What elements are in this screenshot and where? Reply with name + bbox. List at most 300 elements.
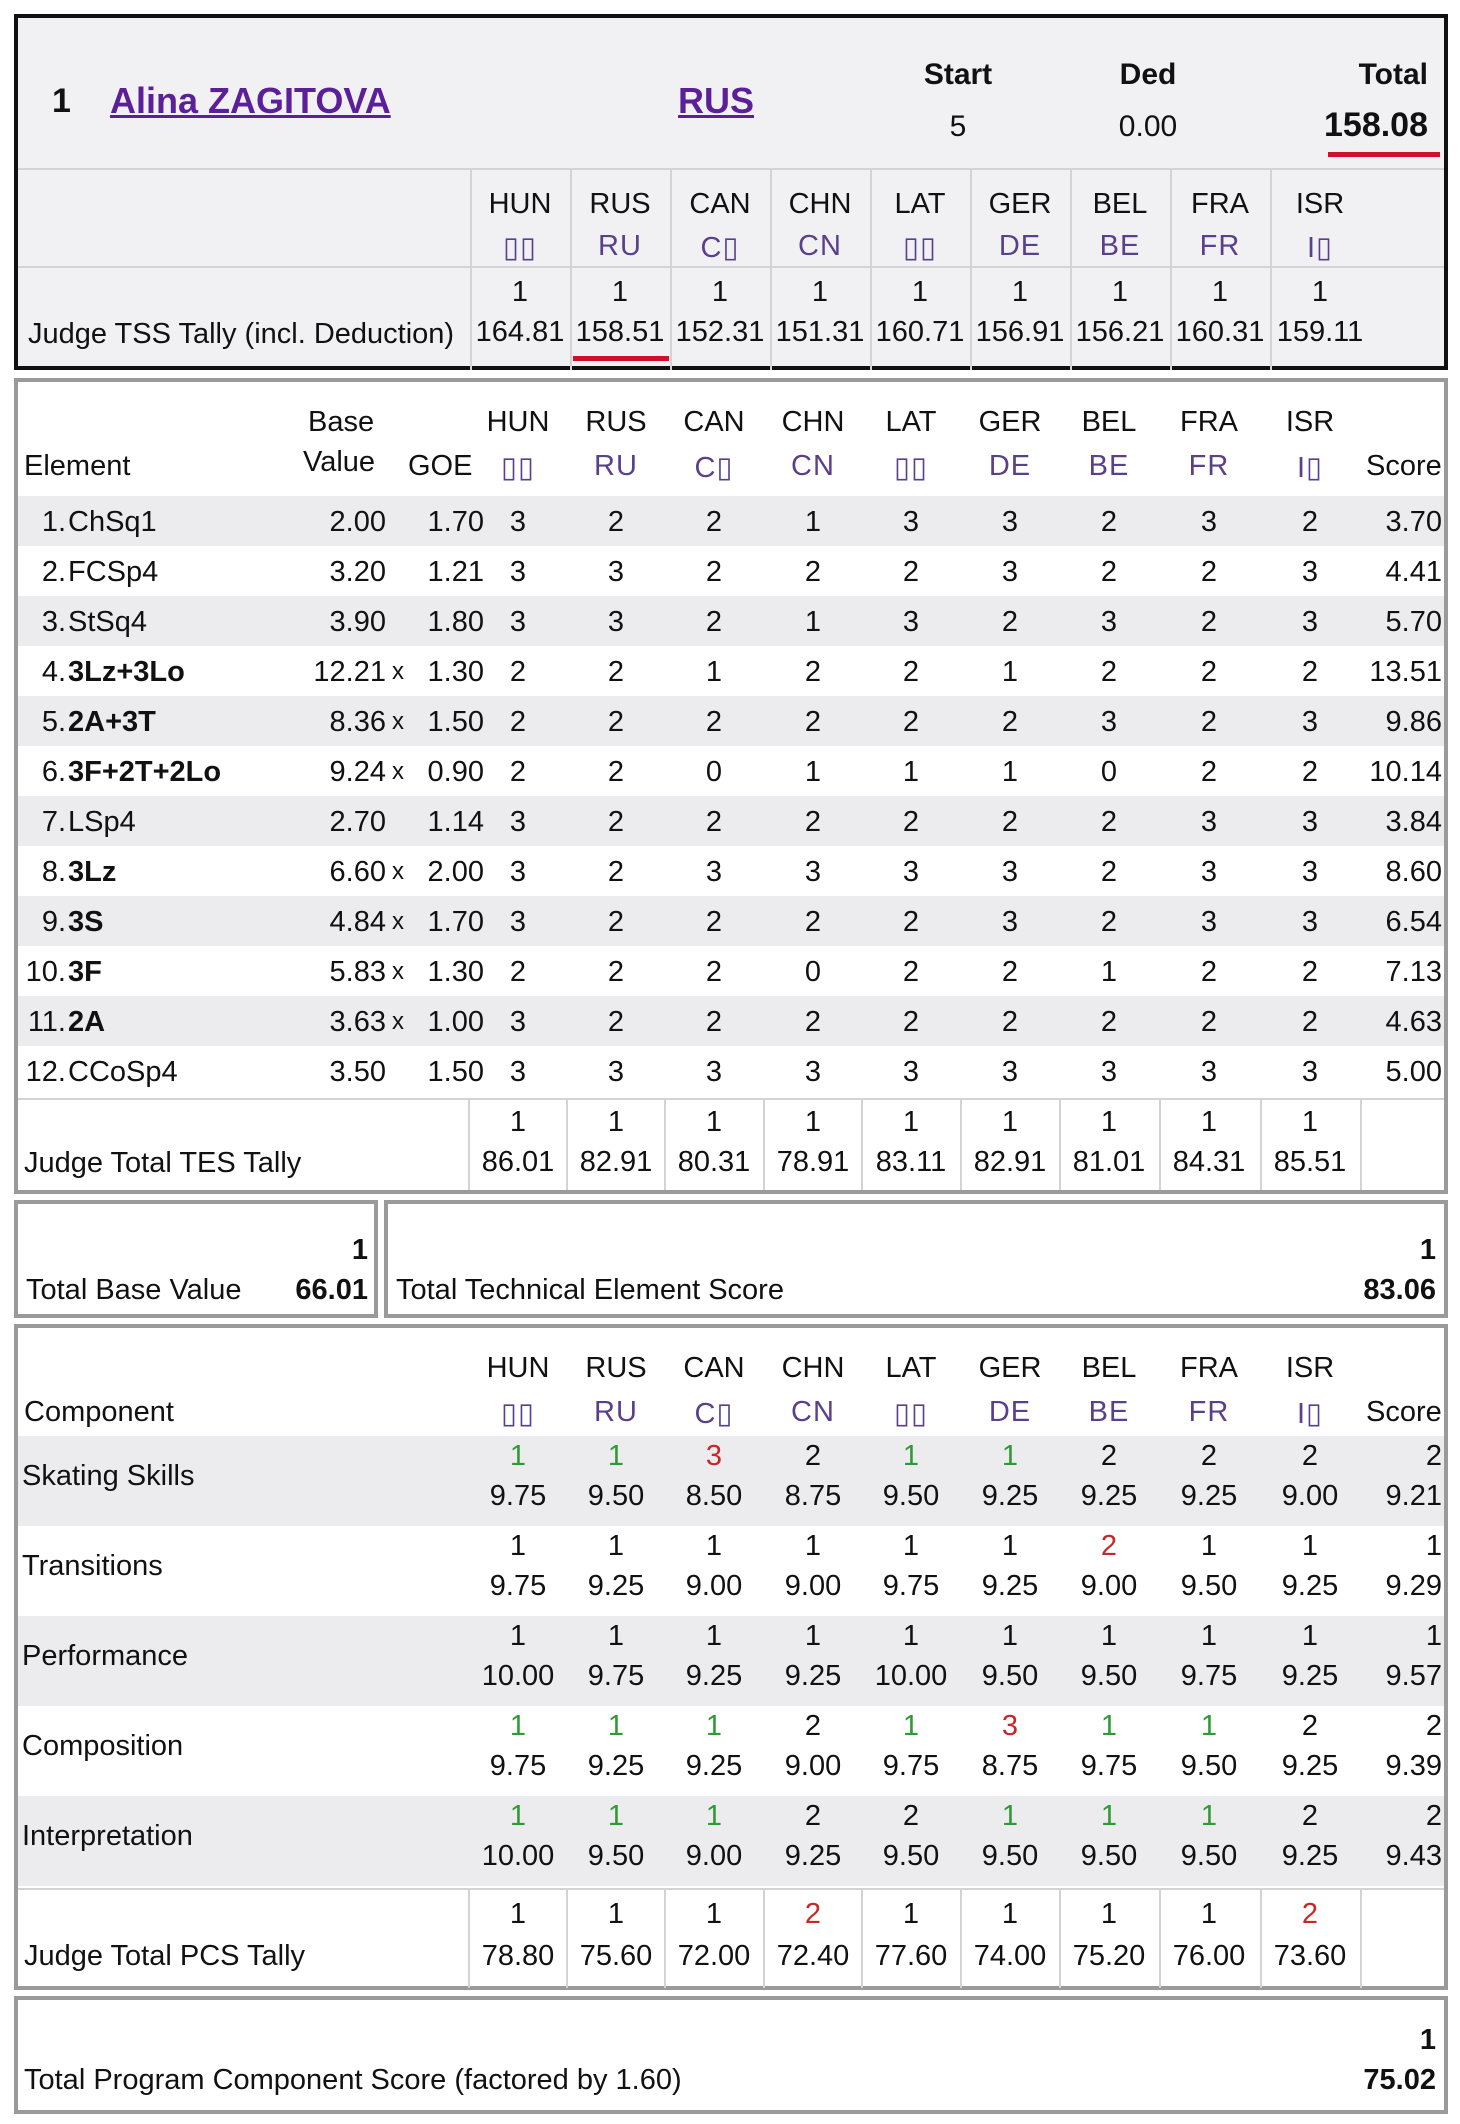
judge-goe-mark: 2 bbox=[1100, 1006, 1118, 1038]
tbv-label: Total Base Value bbox=[26, 1274, 242, 1306]
judge-goe-mark: 3 bbox=[1301, 706, 1319, 738]
judge-goe-mark: 3 bbox=[607, 556, 625, 588]
element-name: StSq4 bbox=[68, 606, 147, 638]
components-table bbox=[14, 1324, 1448, 1990]
judge-goe-mark: 2 bbox=[1301, 656, 1319, 688]
tes-value: 78.91 bbox=[776, 1146, 850, 1178]
judge-mark: 8.75 bbox=[784, 1480, 842, 1512]
element-number: 5. bbox=[41, 706, 66, 738]
element-score: 6.54 bbox=[1385, 906, 1442, 938]
judge-nation: HUN bbox=[486, 1352, 550, 1384]
judge-goe-mark: 3 bbox=[1001, 1056, 1019, 1088]
judge-nation: CHN bbox=[781, 1352, 845, 1384]
judge-nation: CAN bbox=[683, 406, 745, 438]
element-score: 13.51 bbox=[1369, 656, 1442, 688]
judge-rank: 3 bbox=[1001, 1710, 1019, 1742]
element-number: 7. bbox=[41, 806, 66, 838]
element-base-value: 12.21 bbox=[313, 656, 386, 688]
judge-nation: HUN bbox=[488, 188, 552, 220]
element-score: 3.84 bbox=[1385, 806, 1442, 838]
skater-name-link[interactable]: Alina ZAGITOVA bbox=[110, 80, 391, 121]
component-row bbox=[18, 1526, 1444, 1616]
judge-goe-mark: 3 bbox=[1301, 1056, 1319, 1088]
judge-goe-mark: 2 bbox=[902, 1006, 920, 1038]
judge-goe-mark: 2 bbox=[509, 956, 527, 988]
judge-mark: 9.00 bbox=[1281, 1480, 1339, 1512]
tss-underline bbox=[573, 356, 669, 361]
judge-rank: 1 bbox=[1001, 1800, 1019, 1832]
element-bonus-x: x bbox=[392, 908, 404, 935]
judge-nation: HUN bbox=[486, 406, 550, 438]
pcs-value: 72.00 bbox=[677, 1940, 751, 1972]
judge-mark: 9.25 bbox=[1080, 1480, 1138, 1512]
judge-mark: 8.75 bbox=[981, 1750, 1039, 1782]
total-label: Total bbox=[1358, 58, 1428, 91]
judge-goe-mark: 2 bbox=[1001, 706, 1019, 738]
tes-rank: 1 bbox=[1200, 1106, 1218, 1138]
judge-flag: I▯ bbox=[1296, 1398, 1323, 1430]
judge-goe-mark: 2 bbox=[705, 906, 723, 938]
judge-flag: CN bbox=[791, 1396, 835, 1428]
judge-nation: CHN bbox=[788, 188, 852, 220]
tes-rank: 1 bbox=[1001, 1106, 1019, 1138]
tbv-value: 66.01 bbox=[295, 1274, 368, 1306]
tss-value: 152.31 bbox=[675, 316, 765, 348]
judge-rank: 1 bbox=[705, 1800, 723, 1832]
judge-mark: 9.75 bbox=[587, 1660, 645, 1692]
component-row bbox=[18, 1616, 1444, 1706]
judge-mark: 9.50 bbox=[981, 1660, 1039, 1692]
element-goe: 2.00 bbox=[427, 856, 484, 888]
element-score: 10.14 bbox=[1369, 756, 1442, 788]
judge-mark: 9.00 bbox=[685, 1840, 743, 1872]
judge-nation: RUS bbox=[585, 406, 647, 438]
tss-rank: 1 bbox=[611, 276, 629, 308]
component-score: 9.29 bbox=[1385, 1570, 1442, 1602]
judge-mark: 9.50 bbox=[1080, 1840, 1138, 1872]
tss-rank: 1 bbox=[711, 276, 729, 308]
judge-goe-mark: 2 bbox=[1100, 856, 1118, 888]
pcs-rank: 1 bbox=[1419, 2024, 1436, 2056]
judge-rank: 1 bbox=[1001, 1530, 1019, 1562]
skater-header bbox=[14, 14, 1448, 370]
judge-rank: 2 bbox=[804, 1800, 822, 1832]
pcs-rank: 1 bbox=[1200, 1898, 1218, 1930]
judge-goe-mark: 2 bbox=[1001, 1006, 1019, 1038]
pcs-rank: 2 bbox=[1301, 1898, 1319, 1930]
judge-goe-mark: 2 bbox=[804, 656, 822, 688]
judge-rank: 1 bbox=[902, 1620, 920, 1652]
table-row bbox=[18, 1046, 1444, 1096]
element-goe: 1.21 bbox=[427, 556, 484, 588]
judge-rank: 1 bbox=[1200, 1530, 1218, 1562]
element-number: 9. bbox=[41, 906, 66, 938]
judge-mark: 9.00 bbox=[1080, 1570, 1138, 1602]
element-base-value: 6.60 bbox=[329, 856, 386, 888]
judge-mark: 9.75 bbox=[489, 1570, 547, 1602]
judge-goe-mark: 2 bbox=[509, 756, 527, 788]
judge-nation: LAT bbox=[894, 188, 946, 220]
judge-rank: 1 bbox=[509, 1440, 527, 1472]
judge-goe-mark: 2 bbox=[804, 906, 822, 938]
judge-mark: 10.00 bbox=[481, 1660, 555, 1692]
judge-rank: 1 bbox=[1200, 1800, 1218, 1832]
start-label: Start bbox=[923, 58, 993, 91]
tes-rank: 1 bbox=[1301, 1106, 1319, 1138]
element-name: 3Lz+3Lo bbox=[68, 656, 185, 688]
ded-value: 0.00 bbox=[1118, 110, 1178, 143]
tss-rank: 1 bbox=[1311, 276, 1329, 308]
element-score: 5.70 bbox=[1385, 606, 1442, 638]
judge-goe-mark: 3 bbox=[509, 806, 527, 838]
judge-goe-mark: 2 bbox=[607, 806, 625, 838]
judge-goe-mark: 3 bbox=[902, 506, 920, 538]
col-base-1: Base bbox=[308, 406, 375, 438]
judge-goe-mark: 2 bbox=[1001, 956, 1019, 988]
judge-rank: 1 bbox=[1200, 1710, 1218, 1742]
table-row bbox=[18, 496, 1444, 546]
judge-mark: 9.50 bbox=[1180, 1840, 1238, 1872]
tss-value: 164.81 bbox=[475, 316, 565, 348]
judge-rank: 1 bbox=[705, 1530, 723, 1562]
column-divider bbox=[1360, 1888, 1362, 1988]
judge-nation: ISR bbox=[1295, 188, 1345, 220]
component-row bbox=[18, 1436, 1444, 1526]
judge-goe-mark: 3 bbox=[509, 1006, 527, 1038]
element-name: 2A bbox=[68, 1006, 106, 1038]
judge-goe-mark: 1 bbox=[1100, 956, 1118, 988]
tss-value: 156.91 bbox=[975, 316, 1065, 348]
judge-goe-mark: 2 bbox=[509, 656, 527, 688]
tss-rank: 1 bbox=[511, 276, 529, 308]
tss-rank: 1 bbox=[1111, 276, 1129, 308]
pcs-value: 78.80 bbox=[481, 1940, 555, 1972]
ded-label: Ded bbox=[1119, 58, 1177, 91]
component-score-rank: 2 bbox=[1425, 1440, 1442, 1472]
judge-rank: 1 bbox=[1100, 1620, 1118, 1652]
element-bonus-x: x bbox=[392, 858, 404, 885]
judge-goe-mark: 3 bbox=[1100, 706, 1118, 738]
tss-value: 160.71 bbox=[875, 316, 965, 348]
judge-nation: GER bbox=[978, 1352, 1042, 1384]
judge-mark: 9.00 bbox=[685, 1570, 743, 1602]
col-element: Element bbox=[24, 450, 131, 482]
tes-label: Total Technical Element Score bbox=[396, 1274, 784, 1306]
element-goe: 1.70 bbox=[427, 506, 484, 538]
pcs-rank: 2 bbox=[804, 1898, 822, 1930]
judge-rank: 1 bbox=[902, 1440, 920, 1472]
judge-rank: 2 bbox=[1200, 1440, 1218, 1472]
element-base-value: 8.36 bbox=[329, 706, 386, 738]
judge-goe-mark: 1 bbox=[902, 756, 920, 788]
judge-mark: 9.50 bbox=[587, 1480, 645, 1512]
element-name: FCSp4 bbox=[68, 556, 159, 588]
judge-mark: 9.25 bbox=[1281, 1750, 1339, 1782]
judge-rank: 2 bbox=[1301, 1440, 1319, 1472]
judge-rank: 1 bbox=[705, 1710, 723, 1742]
tes-rank: 1 bbox=[1419, 1234, 1436, 1266]
judge-rank: 1 bbox=[607, 1620, 625, 1652]
component-score: 9.21 bbox=[1385, 1480, 1442, 1512]
judge-rank: 2 bbox=[804, 1440, 822, 1472]
judge-flag: FR bbox=[1199, 230, 1241, 262]
component-score: 9.57 bbox=[1385, 1660, 1442, 1692]
judge-flag: DE bbox=[988, 450, 1032, 482]
judge-flag: CN bbox=[791, 450, 835, 482]
judge-goe-mark: 2 bbox=[705, 1006, 723, 1038]
divider bbox=[18, 1888, 1444, 1890]
tes-rank: 1 bbox=[902, 1106, 920, 1138]
element-number: 1. bbox=[41, 506, 66, 538]
tss-value: 160.31 bbox=[1175, 316, 1265, 348]
tss-value: 159.11 bbox=[1276, 316, 1364, 348]
judge-mark: 9.25 bbox=[587, 1570, 645, 1602]
tes-value: 82.91 bbox=[973, 1146, 1047, 1178]
judge-goe-mark: 0 bbox=[804, 956, 822, 988]
tes-value: 83.11 bbox=[875, 1146, 947, 1178]
judge-flag: C▯ bbox=[694, 1398, 734, 1430]
judge-flag: ▯▯ bbox=[501, 452, 535, 484]
judge-rank: 1 bbox=[804, 1620, 822, 1652]
judge-flag: I▯ bbox=[1296, 452, 1323, 484]
judge-goe-mark: 3 bbox=[509, 856, 527, 888]
judge-flag: FR bbox=[1188, 1396, 1230, 1428]
judge-rank: 1 bbox=[1301, 1530, 1319, 1562]
judge-mark: 9.00 bbox=[784, 1570, 842, 1602]
judge-goe-mark: 3 bbox=[1301, 806, 1319, 838]
total-pcs-box bbox=[14, 1996, 1448, 2114]
judge-goe-mark: 2 bbox=[804, 806, 822, 838]
judge-rank: 1 bbox=[705, 1620, 723, 1652]
judge-goe-mark: 2 bbox=[607, 1006, 625, 1038]
element-goe: 1.50 bbox=[427, 706, 484, 738]
element-goe: 1.14 bbox=[427, 806, 484, 838]
element-goe: 1.30 bbox=[427, 956, 484, 988]
element-base-value: 2.70 bbox=[329, 806, 386, 838]
judge-nation: CAN bbox=[683, 1352, 745, 1384]
judge-nation: FRA bbox=[1180, 406, 1238, 438]
element-score: 5.00 bbox=[1385, 1056, 1442, 1088]
judge-goe-mark: 2 bbox=[804, 1006, 822, 1038]
total-underline bbox=[1328, 152, 1440, 157]
judge-rank: 1 bbox=[607, 1800, 625, 1832]
component-name: Interpretation bbox=[22, 1820, 193, 1852]
elements-table bbox=[14, 378, 1448, 1194]
component-name: Composition bbox=[22, 1730, 184, 1762]
judge-goe-mark: 3 bbox=[1200, 1056, 1218, 1088]
element-name: 3Lz bbox=[68, 856, 117, 888]
judge-goe-mark: 2 bbox=[804, 706, 822, 738]
element-number: 8. bbox=[41, 856, 66, 888]
element-goe: 1.50 bbox=[427, 1056, 484, 1088]
judge-mark: 9.75 bbox=[489, 1750, 547, 1782]
judge-goe-mark: 3 bbox=[1001, 556, 1019, 588]
judge-goe-mark: 3 bbox=[705, 1056, 723, 1088]
table-row bbox=[18, 996, 1444, 1046]
element-score: 9.86 bbox=[1385, 706, 1442, 738]
judge-goe-mark: 2 bbox=[1301, 1006, 1319, 1038]
judge-rank: 1 bbox=[902, 1530, 920, 1562]
element-score: 4.41 bbox=[1385, 556, 1442, 588]
judge-goe-mark: 3 bbox=[902, 1056, 920, 1088]
element-name: 3F bbox=[68, 956, 102, 988]
judge-flag: BE bbox=[1088, 450, 1130, 482]
judge-goe-mark: 3 bbox=[1200, 856, 1218, 888]
total-tes-box bbox=[384, 1200, 1448, 1318]
pcs-value: 77.60 bbox=[874, 1940, 948, 1972]
component-score-rank: 2 bbox=[1425, 1800, 1442, 1832]
judge-mark: 9.75 bbox=[489, 1480, 547, 1512]
pcs-rank: 1 bbox=[509, 1898, 527, 1930]
element-base-value: 5.83 bbox=[329, 956, 386, 988]
element-name: CCoSp4 bbox=[68, 1056, 178, 1088]
element-bonus-x: x bbox=[392, 658, 404, 685]
pcs-tally-label: Judge Total PCS Tally bbox=[24, 1940, 306, 1972]
tes-rank: 1 bbox=[804, 1106, 822, 1138]
judge-nation: GER bbox=[978, 406, 1042, 438]
pcs-rank: 1 bbox=[607, 1898, 625, 1930]
judge-goe-mark: 2 bbox=[1200, 706, 1218, 738]
judge-goe-mark: 2 bbox=[509, 706, 527, 738]
judge-goe-mark: 3 bbox=[1001, 906, 1019, 938]
col-base-2: Value bbox=[303, 446, 376, 478]
judge-flag: ▯▯ bbox=[503, 232, 537, 264]
table-row bbox=[18, 946, 1444, 996]
judge-goe-mark: 3 bbox=[607, 1056, 625, 1088]
judge-mark: 9.25 bbox=[981, 1480, 1039, 1512]
judge-mark: 9.75 bbox=[882, 1750, 940, 1782]
element-name: 3S bbox=[68, 906, 104, 938]
pcs-value: 74.00 bbox=[973, 1940, 1047, 1972]
judge-goe-mark: 3 bbox=[1301, 556, 1319, 588]
pcs-value: 75.20 bbox=[1072, 1940, 1146, 1972]
judge-goe-mark: 2 bbox=[1200, 756, 1218, 788]
judge-nation: RUS bbox=[589, 188, 651, 220]
judge-goe-mark: 2 bbox=[1100, 906, 1118, 938]
tbv-rank: 1 bbox=[351, 1234, 368, 1266]
judge-mark: 9.25 bbox=[981, 1570, 1039, 1602]
judge-goe-mark: 3 bbox=[1301, 906, 1319, 938]
skater-nation-link[interactable]: RUS bbox=[678, 80, 755, 121]
tes-value: 83.06 bbox=[1363, 1274, 1436, 1306]
element-goe: 1.80 bbox=[427, 606, 484, 638]
element-base-value: 2.00 bbox=[329, 506, 386, 538]
judge-mark: 9.75 bbox=[1180, 1660, 1238, 1692]
judge-goe-mark: 3 bbox=[607, 606, 625, 638]
tss-value: 158.51 bbox=[575, 316, 665, 348]
tss-tally-label: Judge TSS Tally (incl. Deduction) bbox=[28, 318, 455, 350]
judge-rank: 1 bbox=[1001, 1620, 1019, 1652]
col-score: Score bbox=[1366, 1396, 1442, 1428]
judge-rank: 1 bbox=[1200, 1620, 1218, 1652]
component-score-rank: 1 bbox=[1425, 1530, 1442, 1562]
element-goe: 0.90 bbox=[427, 756, 484, 788]
table-row bbox=[18, 646, 1444, 696]
judge-goe-mark: 2 bbox=[1301, 956, 1319, 988]
judge-flag: BE bbox=[1088, 1396, 1130, 1428]
judge-goe-mark: 3 bbox=[509, 556, 527, 588]
judge-mark: 9.25 bbox=[784, 1840, 842, 1872]
pcs-label: Total Program Component Score (factored by 1.60) bbox=[24, 2064, 682, 2096]
judge-goe-mark: 0 bbox=[1100, 756, 1118, 788]
table-row bbox=[18, 596, 1444, 646]
judge-flag: ▯▯ bbox=[903, 232, 937, 264]
judge-goe-mark: 3 bbox=[1200, 806, 1218, 838]
judge-goe-mark: 2 bbox=[705, 706, 723, 738]
element-number: 6. bbox=[41, 756, 66, 788]
judge-goe-mark: 2 bbox=[1100, 556, 1118, 588]
judge-nation: FRA bbox=[1180, 1352, 1238, 1384]
judge-goe-mark: 1 bbox=[804, 606, 822, 638]
judge-goe-mark: 1 bbox=[804, 506, 822, 538]
judge-goe-mark: 3 bbox=[1100, 1056, 1118, 1088]
judge-goe-mark: 2 bbox=[705, 956, 723, 988]
element-number: 12. bbox=[25, 1056, 66, 1088]
judge-goe-mark: 2 bbox=[1200, 956, 1218, 988]
judge-rank: 1 bbox=[509, 1620, 527, 1652]
judge-mark: 9.25 bbox=[784, 1660, 842, 1692]
tes-value: 84.31 bbox=[1172, 1146, 1246, 1178]
judge-flag: ▯▯ bbox=[501, 1398, 535, 1430]
judge-mark: 9.50 bbox=[1180, 1570, 1238, 1602]
pcs-rank: 1 bbox=[705, 1898, 723, 1930]
col-component: Component bbox=[24, 1396, 174, 1428]
element-score: 8.60 bbox=[1385, 856, 1442, 888]
judge-mark: 9.50 bbox=[882, 1480, 940, 1512]
judge-mark: 9.25 bbox=[685, 1750, 743, 1782]
judge-goe-mark: 2 bbox=[1200, 556, 1218, 588]
judge-goe-mark: 2 bbox=[902, 956, 920, 988]
tss-rank: 1 bbox=[1211, 276, 1229, 308]
judge-nation: CHN bbox=[781, 406, 845, 438]
element-base-value: 3.90 bbox=[329, 606, 386, 638]
element-base-value: 4.84 bbox=[329, 906, 386, 938]
judge-goe-mark: 3 bbox=[509, 606, 527, 638]
judge-goe-mark: 3 bbox=[1001, 856, 1019, 888]
judge-mark: 9.75 bbox=[1080, 1750, 1138, 1782]
judge-flag: CN bbox=[798, 230, 842, 262]
judge-goe-mark: 3 bbox=[902, 606, 920, 638]
judge-nation: RUS bbox=[585, 1352, 647, 1384]
judge-goe-mark: 3 bbox=[509, 506, 527, 538]
judge-nation: BEL bbox=[1081, 1352, 1137, 1384]
judge-goe-mark: 0 bbox=[705, 756, 723, 788]
judge-nation: BEL bbox=[1081, 406, 1137, 438]
element-name: 3F+2T+2Lo bbox=[68, 756, 222, 788]
judge-mark: 10.00 bbox=[874, 1660, 948, 1692]
element-number: 2. bbox=[41, 556, 66, 588]
element-name: 2A+3T bbox=[68, 706, 156, 738]
judge-rank: 1 bbox=[902, 1710, 920, 1742]
judge-mark: 9.25 bbox=[587, 1750, 645, 1782]
pcs-value: 75.02 bbox=[1363, 2064, 1436, 2096]
judge-rank: 2 bbox=[1100, 1440, 1118, 1472]
judge-goe-mark: 2 bbox=[902, 706, 920, 738]
component-name: Performance bbox=[22, 1640, 189, 1672]
component-score-rank: 2 bbox=[1425, 1710, 1442, 1742]
judge-goe-mark: 2 bbox=[607, 706, 625, 738]
element-score: 4.63 bbox=[1385, 1006, 1442, 1038]
component-row bbox=[18, 1796, 1444, 1886]
judge-mark: 10.00 bbox=[481, 1840, 555, 1872]
pcs-value: 76.00 bbox=[1172, 1940, 1246, 1972]
table-row bbox=[18, 696, 1444, 746]
judge-goe-mark: 2 bbox=[1200, 1006, 1218, 1038]
component-score: 9.43 bbox=[1385, 1840, 1442, 1872]
element-bonus-x: x bbox=[392, 758, 404, 785]
component-row bbox=[18, 1706, 1444, 1796]
judge-goe-mark: 2 bbox=[705, 806, 723, 838]
